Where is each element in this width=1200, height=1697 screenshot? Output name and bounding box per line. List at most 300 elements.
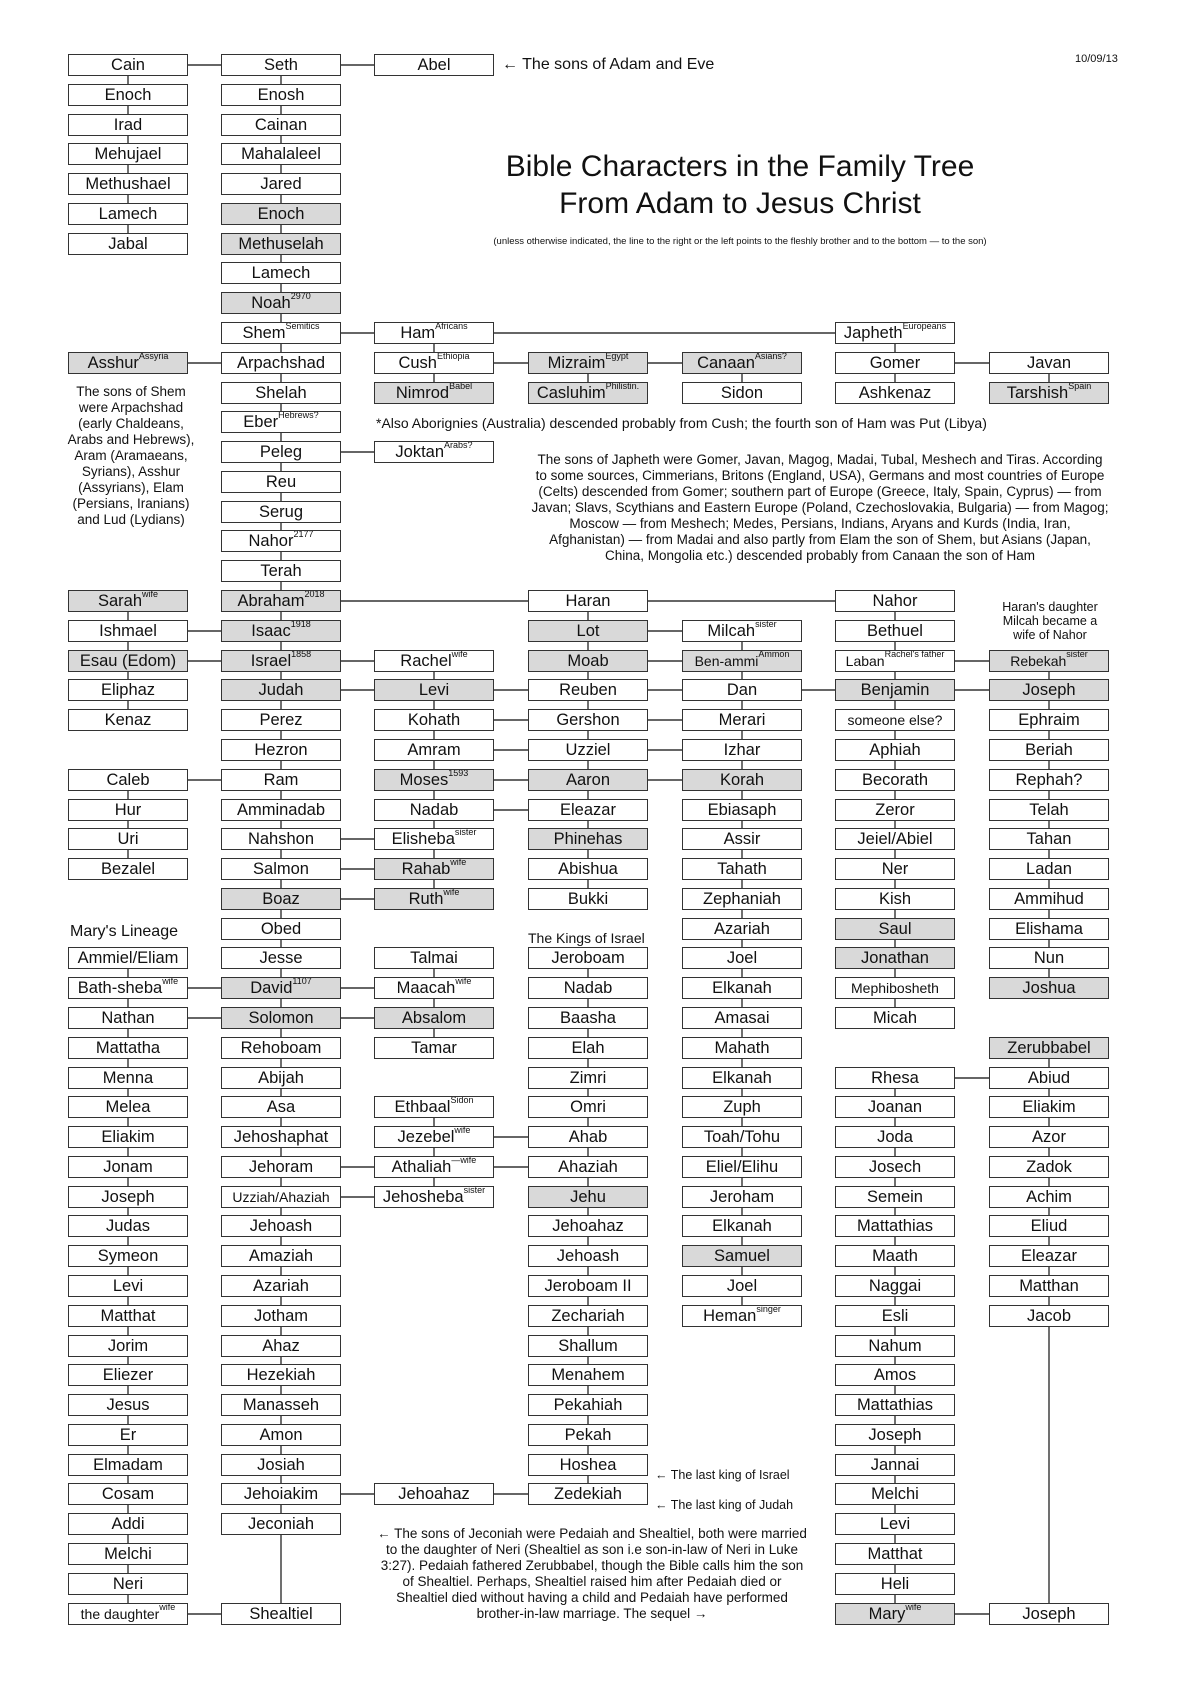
person-name: Joseph [1022,1605,1076,1623]
person-name: the daughter [80,1606,160,1622]
person-name: Jeroboam II [544,1277,632,1295]
person-hezron [221,739,341,761]
person-jehoahaz [528,1215,648,1237]
note-last-king-judah: ← The last king of Judah [655,1498,794,1512]
person-tahath [682,858,802,880]
person-name: Casluhim [536,384,606,402]
person-name: Zadok [1026,1158,1072,1176]
person-name: Ishmael [99,622,157,640]
person-name: Elah [571,1039,605,1057]
person-melea [68,1096,188,1118]
person-name: Zerubbabel [1007,1039,1091,1057]
person-name: Rebekah [1010,653,1067,669]
person-name: Matthat [867,1545,923,1563]
person-enoch [221,203,341,225]
person-name: Abraham [237,592,305,610]
person-name: Josiah [257,1456,305,1474]
person-name: Moab [567,652,609,670]
person-ammiel-eliam [68,947,188,969]
person-name: Eliakim [1022,1098,1076,1116]
person-name: Omri [570,1098,606,1116]
person-name: Amasai [714,1009,770,1027]
person-joel [682,947,802,969]
person-name: Nathan [101,1009,155,1027]
person-name: Izhar [723,741,761,759]
person-aphiah [835,739,955,761]
person-name: Amos [873,1366,917,1384]
person-name: Jeconiah [247,1515,315,1533]
person-note: Asians? [754,352,787,361]
person-note: Ethiopia [437,352,470,361]
person-jannai [835,1454,955,1476]
person-name: Shealtiel [249,1605,313,1623]
person-haran [528,590,648,612]
person-nadab [528,977,648,999]
person-name: Joanan [867,1098,923,1116]
person-omri [528,1096,648,1118]
person-ham [374,322,494,344]
person-ruth [374,888,494,910]
person-ishmael [68,620,188,642]
person-name: Jeroham [709,1188,775,1206]
person-amminadab [221,799,341,821]
person-rephah [989,769,1109,791]
person-name: Jehu [570,1188,606,1206]
person-name: Joseph [868,1426,922,1444]
person-name: Menna [102,1069,154,1087]
person-noah [221,292,341,314]
person-name: Benjamin [860,681,930,699]
person-joshua [989,977,1109,999]
person-zerubbabel [989,1037,1109,1059]
label-marys-lineage: Mary's Lineage [70,923,178,940]
person-phinehas [528,828,648,850]
person-samuel [682,1245,802,1267]
person-solomon [221,1007,341,1029]
person-obed [221,918,341,940]
person-name: Jezebel [397,1128,455,1146]
person-name: Er [119,1426,137,1444]
person-name: Micah [872,1009,917,1027]
person-name: Rachel [400,652,452,670]
person-ben-ammi [682,650,802,672]
person-note: Rachel's father [884,650,945,659]
person-name: Athaliah [391,1158,452,1176]
person-name: Elmadam [93,1456,163,1474]
person-name: Moses [399,771,449,789]
person-uzziel [528,739,648,761]
person-note: Ammon [758,650,790,659]
person-the-daughter [68,1603,188,1625]
person-name: Rehoboam [240,1039,322,1057]
person-zeror [835,799,955,821]
person-name: Ahaziah [558,1158,618,1176]
person-name: Bukki [567,890,609,908]
person-name: Lot [576,622,600,640]
person-name: David [250,979,293,997]
person-name: Zephaniah [703,890,781,908]
person-name: Ahaz [262,1337,300,1355]
person-name: Tamar [411,1039,457,1057]
person-japheth [835,322,955,344]
person-note: 1858 [291,650,312,659]
person-bath-sheba [68,977,188,999]
person-abijah [221,1067,341,1089]
person-nahum [835,1335,955,1357]
person-cain [68,54,188,76]
person-name: Methuselah [238,235,324,253]
person-micah [835,1007,955,1029]
person-name: Josech [868,1158,922,1176]
person-name: Ham [400,324,436,342]
person-name: Joshua [1022,979,1076,997]
person-name: Asa [266,1098,296,1116]
person-aaron [528,769,648,791]
person-name: Serug [258,503,304,521]
person-name: Maacah [396,979,456,997]
person-note: 2018 [304,590,325,599]
person-name: Perez [259,711,303,729]
person-jabal [68,233,188,255]
person-salmon [221,858,341,880]
person-name: Absalom [401,1009,467,1027]
person-name: Baasha [560,1009,616,1027]
person-name: Ebiasaph [707,801,777,819]
person-cush [374,352,494,374]
person-name: Peleg [259,443,303,461]
person-name: Mizraim [547,354,606,372]
person-name: Lamech [98,205,158,223]
person-name: Toah/Tohu [703,1128,781,1146]
person-name: Asshur [87,354,139,372]
person-abishua [528,858,648,880]
person-heli [835,1573,955,1595]
person-name: Talmai [410,949,458,967]
person-name: Salmon [253,860,309,878]
person-name: Terah [260,562,302,580]
person-israel [221,650,341,672]
person-name: Uzziah/Ahaziah [232,1189,330,1205]
person-name: Semein [867,1188,923,1206]
person-name: Uzziel [565,741,611,759]
person-assir [682,828,802,850]
person-toah-tohu [682,1126,802,1148]
person-eliphaz [68,679,188,701]
person-name: Reuben [559,681,617,699]
person-name: Eliezer [102,1366,154,1384]
person-name: Kohath [407,711,461,729]
person-joseph [989,1603,1109,1625]
person-name: Mary [868,1605,906,1623]
person-becorath [835,769,955,791]
person-enoch [68,84,188,106]
person-reu [221,471,341,493]
person-ladan [989,858,1109,880]
person-name: Ruth [408,890,444,908]
note-sons-of-shem: The sons of Shem were Arpachshad (early Chaldeans, Arabs and Hebrews), Aram (Aramaeans, Syrians), Asshur (Assyrians), Elam (Persians, Iranians) and Lud (Lydians) [67,384,195,527]
person-jeroboam [528,947,648,969]
person-rebekah [989,650,1109,672]
person-name: Nadab [563,979,613,997]
person-lamech [221,262,341,284]
person-peleg [221,441,341,463]
person-ahaziah [528,1156,648,1178]
person-lot [528,620,648,642]
person-name: Ladan [1026,860,1072,878]
person-joanan [835,1096,955,1118]
person-canaan [682,352,802,374]
person-name: Cush [398,354,437,372]
person-name: Addi [111,1515,145,1533]
person-arpachshad [221,352,341,374]
person-name: Levi [418,681,450,699]
person-name: Neri [112,1575,144,1593]
person-note: wife [142,590,159,599]
person-asa [221,1096,341,1118]
person-note: sister [1066,650,1088,659]
person-rahab [374,858,494,880]
person-abraham [221,590,341,612]
person-hoshea [528,1454,648,1476]
person-casluhim [528,382,648,404]
note-jeconiah: ← The sons of Jeconiah were Pedaiah and Shealtiel, both were married to the daughter of Neri (Shealtiel as son i.e son-in-law of Neri in Luke 3:27). Pedaiah fathered Zerubbabel, though the Bible calls him the son of Shealtiel. Perhaps, Shealtiel raised him after Pedaiah died or Shealtiel died without having a child and Pedaiah have performed brother-in-law marriage. The sequel → [377,1526,807,1621]
person-hur [68,799,188,821]
person-note: Assyria [138,352,169,361]
person-name: Samuel [714,1247,770,1265]
person-name: Caleb [106,771,150,789]
person-name: Judas [105,1217,151,1235]
person-name: Ashkenaz [858,384,932,402]
person-serug [221,501,341,523]
person-maath [835,1245,955,1267]
person-name: Heli [880,1575,910,1593]
person-tarshish [989,382,1109,404]
person-name: Bath-sheba [77,979,163,997]
person-name: Zeror [875,801,915,819]
person-name: Abijah [258,1069,304,1087]
person-azariah [682,918,802,940]
person-name: Abishua [558,860,618,878]
person-matthat [835,1543,955,1565]
person-note: Africans [435,322,468,331]
person-sidon [682,382,802,404]
page-subtitle: (unless otherwise indicated, the line to the right or the left points to the fleshly brother and to the bottom — to the son) [493,236,987,247]
person-melchi [68,1543,188,1565]
person-name: Zuph [723,1098,761,1116]
person-name: Jehosheba [382,1188,464,1206]
person-note: Semitics [285,322,320,331]
person-note: singer [756,1305,781,1314]
person-name: Mephibosheth [851,980,939,996]
person-cosam [68,1483,188,1505]
person-jeroham [682,1186,802,1208]
person-name: Phinehas [553,830,623,848]
person-nahor [835,590,955,612]
person-name: Milcah [707,622,756,640]
person-menna [68,1067,188,1089]
person-name: Kish [878,890,912,908]
person-mattatha [68,1037,188,1059]
person-zimri [528,1067,648,1089]
person-amaziah [221,1245,341,1267]
person-zechariah [528,1305,648,1327]
person-izhar [682,739,802,761]
person-name: Heman [703,1307,757,1325]
person-menahem [528,1364,648,1386]
person-name: Ammiel/Eliam [77,949,179,967]
person-nahshon [221,828,341,850]
person-name: Boaz [262,890,300,908]
person-name: Jorim [107,1337,149,1355]
person-jorim [68,1335,188,1357]
person-name: Ahab [568,1128,608,1146]
person-name: Rephah? [1015,771,1083,789]
person-name: Jabal [108,235,148,253]
person-name: Zedekiah [554,1485,622,1503]
person-name: Matthan [1019,1277,1079,1295]
person-note: Hebrews? [278,411,319,420]
person-name: Symeon [97,1247,159,1265]
person-irad [68,114,188,136]
person-name: Azor [1032,1128,1066,1146]
person-name: Abel [417,56,451,74]
person-name: Shem [242,324,286,342]
person-name: Jesse [259,949,303,967]
person-name: Mahath [714,1039,770,1057]
person-name: Rahab [401,860,451,878]
person-saul [835,918,955,940]
person-name: Ethbaal [394,1098,451,1116]
person-name: Tarshish [1006,384,1069,402]
person-jehoram [221,1156,341,1178]
title-line-2: From Adam to Jesus Christ [559,187,921,220]
person-name: Shallum [558,1337,618,1355]
person-caleb [68,769,188,791]
person-note: wife [451,650,468,659]
person-elkanah [682,1067,802,1089]
person-name: Eber [243,413,279,431]
person-mephibosheth [835,977,955,999]
person-name: Pekahiah [553,1396,623,1414]
person-name: Achim [1026,1188,1072,1206]
person-name: Sidon [720,384,764,402]
person-name: Gomer [869,354,921,372]
person-javan [989,352,1109,374]
person-name: Manasseh [242,1396,320,1414]
person-name: Noah [251,294,291,312]
person-addi [68,1513,188,1535]
person-kenaz [68,709,188,731]
person-name: Zimri [569,1069,607,1087]
person-manasseh [221,1394,341,1416]
person-ner [835,858,955,880]
person-name: Jonam [103,1158,153,1176]
person-name: Sarah [97,592,142,610]
person-name: Esau (Edom) [79,652,177,670]
person-name: Enoch [257,205,305,223]
person-name: Naggai [868,1277,922,1295]
person-note: Arabs? [444,441,473,450]
person-esau-edom [68,650,188,672]
person-name: Abiud [1027,1069,1071,1087]
person-note: Spain [1068,382,1092,391]
person-eliud [989,1215,1109,1237]
person-esli [835,1305,955,1327]
person-mattathias [835,1215,955,1237]
person-name: Methushael [85,175,171,193]
person-joktan [374,441,494,463]
person-jonathan [835,947,955,969]
person-name: Jonathan [861,949,929,967]
person-name: Bethuel [867,622,923,640]
person-name: Nimrod [395,384,450,402]
person-name: Javan [1026,354,1072,372]
person-sarah [68,590,188,612]
person-name: Obed [260,920,302,938]
note-aborigines: *Also Aborignies (Australia) descended probably from Cush; the fourth son of Ham was Put (Libya) [376,415,987,431]
person-name: Dan [726,681,758,699]
person-jehosheba [374,1186,494,1208]
person-azariah [221,1275,341,1297]
person-nun [989,947,1109,969]
person-name: Beriah [1025,741,1073,759]
person-joel [682,1275,802,1297]
person-name: Bezalel [100,860,156,878]
person-name: Matthat [100,1307,156,1325]
person-naggai [835,1275,955,1297]
person-zadok [989,1156,1109,1178]
person-methushael [68,173,188,195]
person-mary [835,1603,955,1625]
person-name: Korah [719,771,765,789]
person-melchi [835,1483,955,1505]
person-name: Merari [718,711,766,729]
person-methuselah [221,233,341,255]
person-name: Arpachshad [236,354,326,372]
person-name: Aphiah [869,741,921,759]
person-name: Hezron [254,741,308,759]
person-milcah [682,620,802,642]
person-hezekiah [221,1364,341,1386]
person-jehoash [221,1215,341,1237]
person-elkanah [682,1215,802,1237]
note-japheth: The sons of Japheth were Gomer, Javan, Magog, Madai, Tubal, Meshech and Tiras. According to some sources, Cimmerians, Britons (England, USA), Germans and most countries of Europe (Celts) descended from Gomer; southern part of Europe (Greece, Italy, Spain, Cyprus) — from Javan; Slavs, Scythians and Eastern Europe (Poland, Czechoslovakia, Bulgaria) — from Magog; Moscow — from Meshech; Medes, Persians, Indians, Aryans and Kurds (India, Iran, Afghanistan) — from Madai and also partly from Elam the son of Shem, but Asians (Japan, China, Mongolia etc.) descended probably from Canaan the son of Ham [531,452,1109,563]
person-name: Nahor [248,532,294,550]
person-name: Nadab [409,801,459,819]
person-name: Canaan [697,354,755,372]
person-name: Seth [264,56,298,74]
person-name: Isaac [251,622,291,640]
person-ashkenaz [835,382,955,404]
person-name: Jehoiakim [243,1485,319,1503]
person-note: wife [450,858,467,867]
person-uzziah-ahaziah [221,1186,341,1208]
person-beriah [989,739,1109,761]
person-mattathias [835,1394,955,1416]
person-name: Eliphaz [100,681,156,699]
person-name: Jannai [870,1456,920,1474]
person-note: Philistin. [605,382,640,391]
person-nimrod [374,382,494,404]
person-lamech [68,203,188,225]
person-name: Ben-ammi [694,653,759,669]
person-matthat [68,1305,188,1327]
person-semein [835,1186,955,1208]
person-name: Jacob [1026,1307,1072,1325]
person-moses [374,769,494,791]
person-reuben [528,679,648,701]
date-label: 10/09/13 [1075,53,1118,65]
